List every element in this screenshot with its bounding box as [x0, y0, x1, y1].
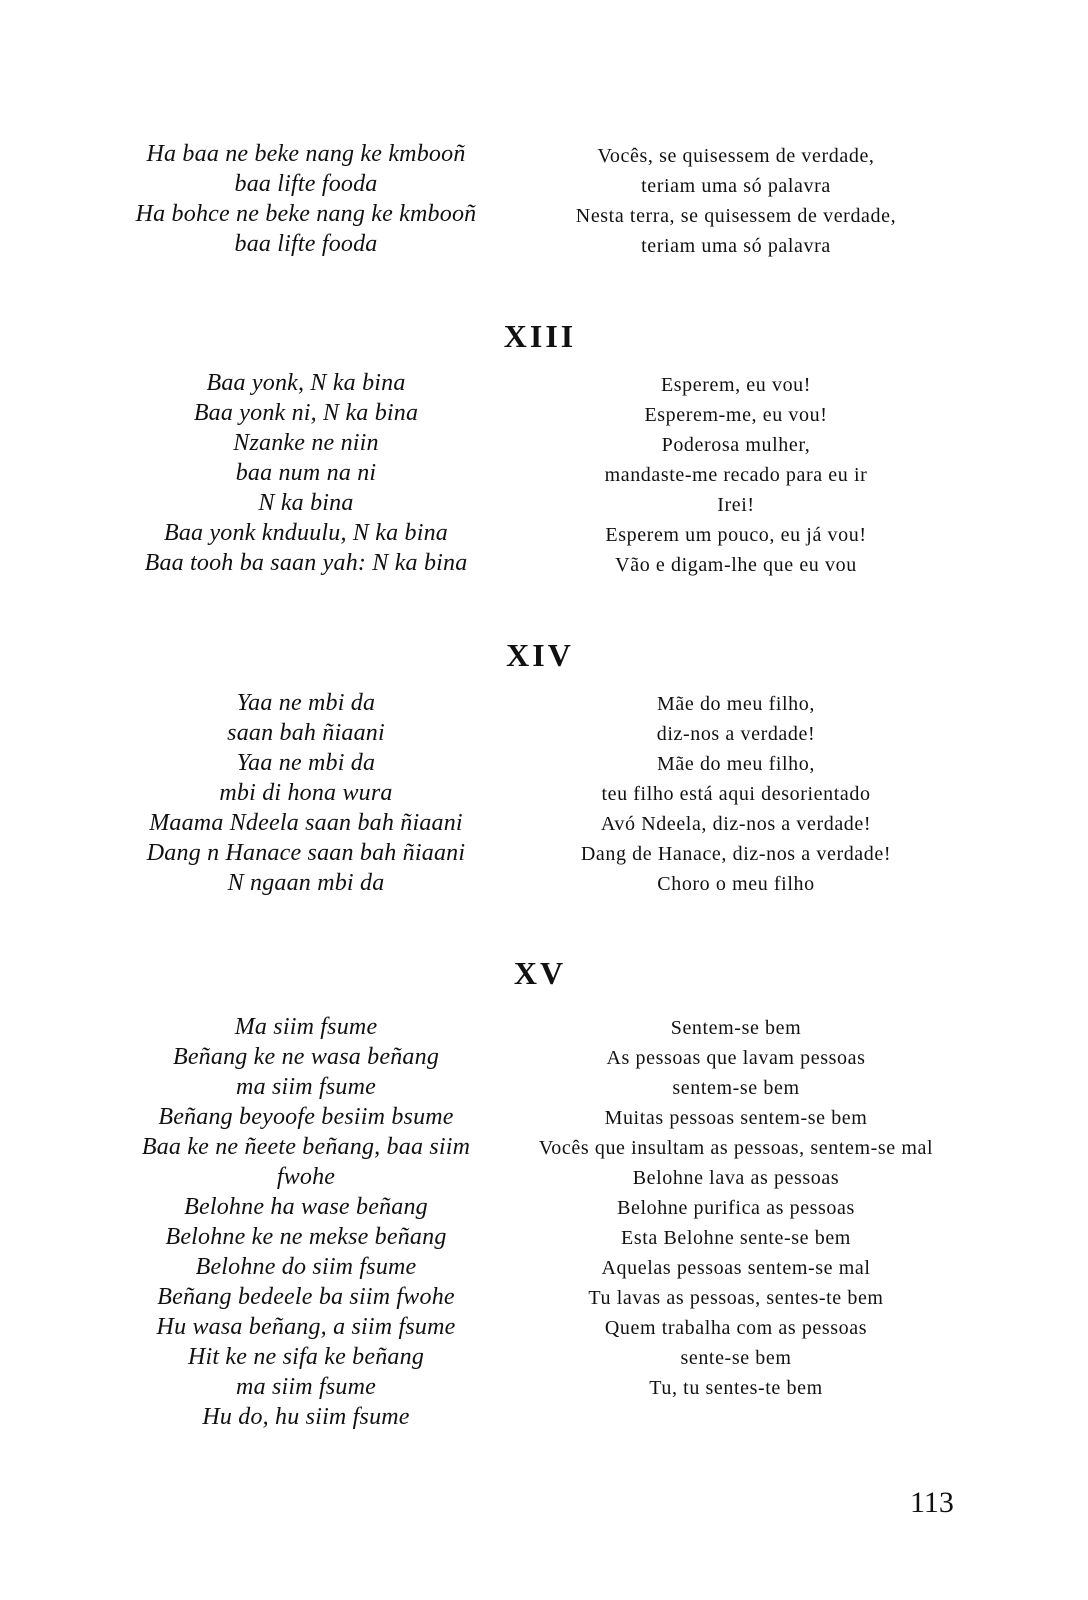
translation-line: Vão e digam-lhe que eu vou — [615, 554, 857, 576]
section-xv-translation — [520, 1013, 952, 1403]
section-xiii-translation — [520, 370, 952, 580]
translation-line: teriam uma só palavra — [641, 175, 831, 197]
verse-line: Hit ke ne sifa ke beñang — [187, 1344, 425, 1370]
verse-line: baa lifte fooda — [234, 231, 378, 257]
translation-line: mandaste-me recado para eu ir — [604, 464, 868, 486]
verse-line: N ka bina — [258, 490, 354, 516]
verse-line: Baa tooh ba saan yah: N ka bina — [144, 550, 468, 576]
verse-line: Belohne ha wase beñang — [184, 1194, 428, 1220]
translation-line: Mãe do meu filho, — [657, 753, 815, 775]
intro-translation — [520, 141, 952, 261]
verse-line: Baa yonk, N ka bina — [206, 370, 406, 396]
verse-line: Belohne ke ne mekse beñang — [165, 1224, 447, 1250]
translation-line: Vocês que insultam as pessoas, sentem-se mal — [538, 1137, 934, 1159]
translation-line: teu filho está aqui desorientado — [601, 783, 871, 805]
intro-original — [108, 139, 504, 259]
verse-line: Hu do, hu siim fsume — [202, 1404, 410, 1430]
translation-line: Aquelas pessoas sentem-se mal — [601, 1257, 871, 1279]
verse-line: Baa ke ne ñeete beñang, baa siim fwohe — [141, 1134, 471, 1190]
translation-line: diz-nos a verdade! — [656, 723, 816, 745]
translation-line: Esperem, eu vou! — [660, 374, 812, 396]
translation-line: Muitas pessoas sentem-se bem — [604, 1107, 868, 1129]
verse-line: Belohne do siim fsume — [195, 1254, 417, 1280]
verse-line: Maama Ndeela saan bah ñiaani — [149, 810, 463, 836]
verse-line: Dang n Hanace saan bah ñiaani — [146, 840, 466, 866]
section-xv-original — [111, 1012, 501, 1432]
section-xiv-translation — [520, 689, 952, 899]
translation-line: Choro o meu filho — [657, 873, 815, 895]
verse-line: Nzanke ne niin — [233, 430, 379, 456]
page-number: 113 — [910, 1486, 954, 1519]
section-xiii-original — [108, 368, 504, 578]
translation-line: Vocês, se quisessem de verdade, — [597, 145, 875, 167]
verse-line: Ha bohce ne beke nang ke kmbooñ — [135, 201, 477, 227]
translation-line: Belohne purifica as pessoas — [617, 1197, 855, 1219]
translation-line: Mãe do meu filho, — [657, 693, 815, 715]
verse-line: Baa yonk ni, N ka bina — [193, 400, 419, 426]
verse-line: N ngaan mbi da — [227, 870, 385, 896]
section-xiv-original — [108, 688, 504, 898]
translation-line: Quem trabalha com as pessoas — [604, 1317, 868, 1339]
translation-line: sente-se bem — [680, 1347, 792, 1369]
verse-line: Baa yonk knduulu, N ka bina — [163, 520, 448, 546]
section-heading-xv: XV — [513, 955, 567, 991]
section-heading-xiii: XIII — [503, 318, 577, 354]
translation-line: Esta Belohne sente-se bem — [621, 1227, 851, 1249]
verse-line: Beñang ke ne wasa beñang — [172, 1044, 440, 1070]
verse-line: Hu wasa beñang, a siim fsume — [156, 1314, 456, 1340]
translation-line: Tu, tu sentes-te bem — [649, 1377, 823, 1399]
translation-line: Avó Ndeela, diz-nos a verdade! — [600, 813, 872, 835]
verse-line: Ma siim fsume — [234, 1014, 378, 1040]
verse-line: Yaa ne mbi da — [236, 750, 376, 776]
verse-line: mbi di hona wura — [219, 780, 393, 806]
section-heading-xiv: XIV — [506, 637, 574, 673]
translation-line: Dang de Hanace, diz-nos a verdade! — [580, 843, 892, 865]
verse-line: Beñang beyoofe besiim bsume — [158, 1104, 454, 1130]
translation-line: Belohne lava as pessoas — [632, 1167, 840, 1189]
translation-line: Irei! — [717, 494, 755, 516]
translation-line: Tu lavas as pessoas, sentes-te bem — [588, 1287, 884, 1309]
translation-line: As pessoas que lavam pessoas — [606, 1047, 866, 1069]
verse-line: baa lifte fooda — [234, 171, 378, 197]
translation-line: Esperem um pouco, eu já vou! — [605, 524, 867, 546]
translation-line: sentem-se bem — [672, 1077, 800, 1099]
verse-line: ma siim fsume — [236, 1374, 376, 1400]
translation-line: Nesta terra, se quisessem de verdade, — [575, 205, 897, 227]
verse-line: ma siim fsume — [236, 1074, 376, 1100]
translation-line: Sentem-se bem — [670, 1017, 802, 1039]
translation-line: Poderosa mulher, — [661, 434, 811, 456]
verse-line: baa num na ni — [235, 460, 377, 486]
verse-line: saan bah ñiaani — [227, 720, 385, 746]
verse-line: Ha baa ne beke nang ke kmbooñ — [146, 141, 466, 167]
translation-line: teriam uma só palavra — [641, 235, 831, 257]
verse-line: Beñang bedeele ba siim fwohe — [157, 1284, 455, 1310]
verse-line: Yaa ne mbi da — [236, 690, 376, 716]
translation-line: Esperem-me, eu vou! — [644, 404, 828, 426]
